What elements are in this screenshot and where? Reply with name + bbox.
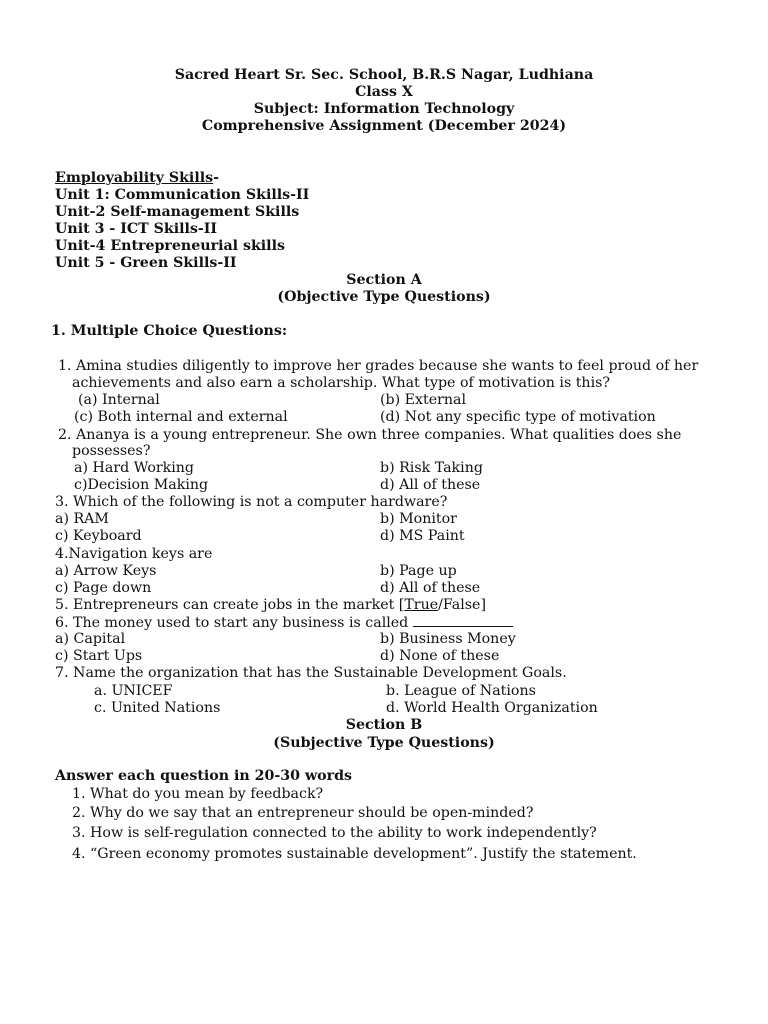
units-heading	[55, 170, 219, 187]
option-a: (a) Internal	[78, 392, 160, 408]
option-d: (d) Not any specific type of motivation	[380, 409, 656, 425]
option-a: a) Arrow Keys	[55, 563, 157, 579]
subjective-question: 2. Why do we say that an entrepreneur should be open-minded?	[72, 805, 534, 821]
school-name: Sacred Heart Sr. Sec. School, B.R.S Nagar, Ludhiana	[174, 67, 594, 83]
option-c: c) Keyboard	[55, 528, 142, 544]
question-text: 4.Navigation keys are	[55, 546, 213, 562]
option-c: c)Decision Making	[74, 477, 209, 493]
option-c: c) Page down	[55, 580, 152, 596]
section-b-instruction: Answer each question in 20-30 words	[55, 768, 353, 784]
option-c: (c) Both internal and external	[74, 409, 288, 425]
option-b: b. League of Nations	[386, 683, 536, 699]
question-text	[55, 614, 513, 632]
subjective-question: 1. What do you mean by feedback?	[72, 786, 324, 802]
option-d: d) None of these	[380, 648, 500, 664]
option-a: a) Capital	[55, 631, 126, 647]
option-a: a. UNICEF	[94, 683, 173, 699]
question-text: 2. Ananya is a young entrepreneur. She own three companies. What qualities does she	[58, 427, 682, 443]
option-d: d) All of these	[380, 477, 481, 493]
unit-item: Unit 3 - ICT Skills-II	[55, 221, 218, 237]
option-b: b) Page up	[380, 563, 457, 579]
mcq-heading: 1. Multiple Choice Questions:	[51, 323, 288, 339]
subject-label: Subject: Information Technology	[253, 101, 515, 117]
class-label: Class X	[355, 84, 413, 100]
question-text: 1. Amina studies diligently to improve her grades because she wants to feel proud of her	[58, 358, 699, 374]
option-b: b) Risk Taking	[380, 460, 483, 476]
question-text: 3. Which of the following is not a computer hardware?	[55, 494, 448, 510]
question-text-end: /False]	[438, 597, 486, 613]
question-text: achievements and also earn a scholarship. What type of motivation is this?	[72, 375, 610, 391]
option-c: c) Start Ups	[55, 648, 143, 664]
question-text-start: 5. Entrepreneurs can create jobs in the market [	[55, 597, 405, 613]
subjective-question: 3. How is self-regulation connected to the ability to work independently?	[72, 825, 597, 841]
question-text-main: 6. The money used to start any business is called	[55, 615, 409, 631]
question-text: possesses?	[72, 443, 151, 459]
section-a-subtitle: (Objective Type Questions)	[277, 289, 491, 305]
section-a-title: Section A	[346, 272, 422, 288]
option-a: a) Hard Working	[74, 460, 195, 476]
option-c: c. United Nations	[94, 700, 221, 716]
assignment-title: Comprehensive Assignment (December 2024)	[201, 118, 567, 134]
subjective-question: 4. “Green economy promotes sustainable development”. Justify the statement.	[72, 846, 637, 862]
option-a: a) RAM	[55, 511, 109, 527]
question-text: 7. Name the organization that has the Sustainable Development Goals.	[55, 665, 567, 681]
option-d: d) MS Paint	[380, 528, 465, 544]
option-b: b) Business Money	[380, 631, 516, 647]
option-b: b) Monitor	[380, 511, 457, 527]
units-heading-suffix: -	[213, 170, 219, 186]
units-heading-text: Employability Skills	[55, 170, 214, 186]
unit-item: Unit 1: Communication Skills-II	[55, 187, 310, 203]
option-d: d. World Health Organization	[386, 700, 598, 716]
underlined-answer: True	[404, 597, 439, 613]
section-b-subtitle: (Subjective Type Questions)	[273, 735, 495, 751]
option-d: d) All of these	[380, 580, 481, 596]
section-b-title: Section B	[345, 717, 423, 733]
unit-item: Unit 5 - Green Skills-II	[55, 255, 237, 271]
question-text	[55, 597, 486, 614]
unit-item: Unit-4 Entrepreneurial skills	[55, 238, 285, 254]
unit-item: Unit-2 Self-management Skills	[55, 204, 300, 220]
answer-blank	[413, 614, 513, 627]
option-b: (b) External	[380, 392, 467, 408]
